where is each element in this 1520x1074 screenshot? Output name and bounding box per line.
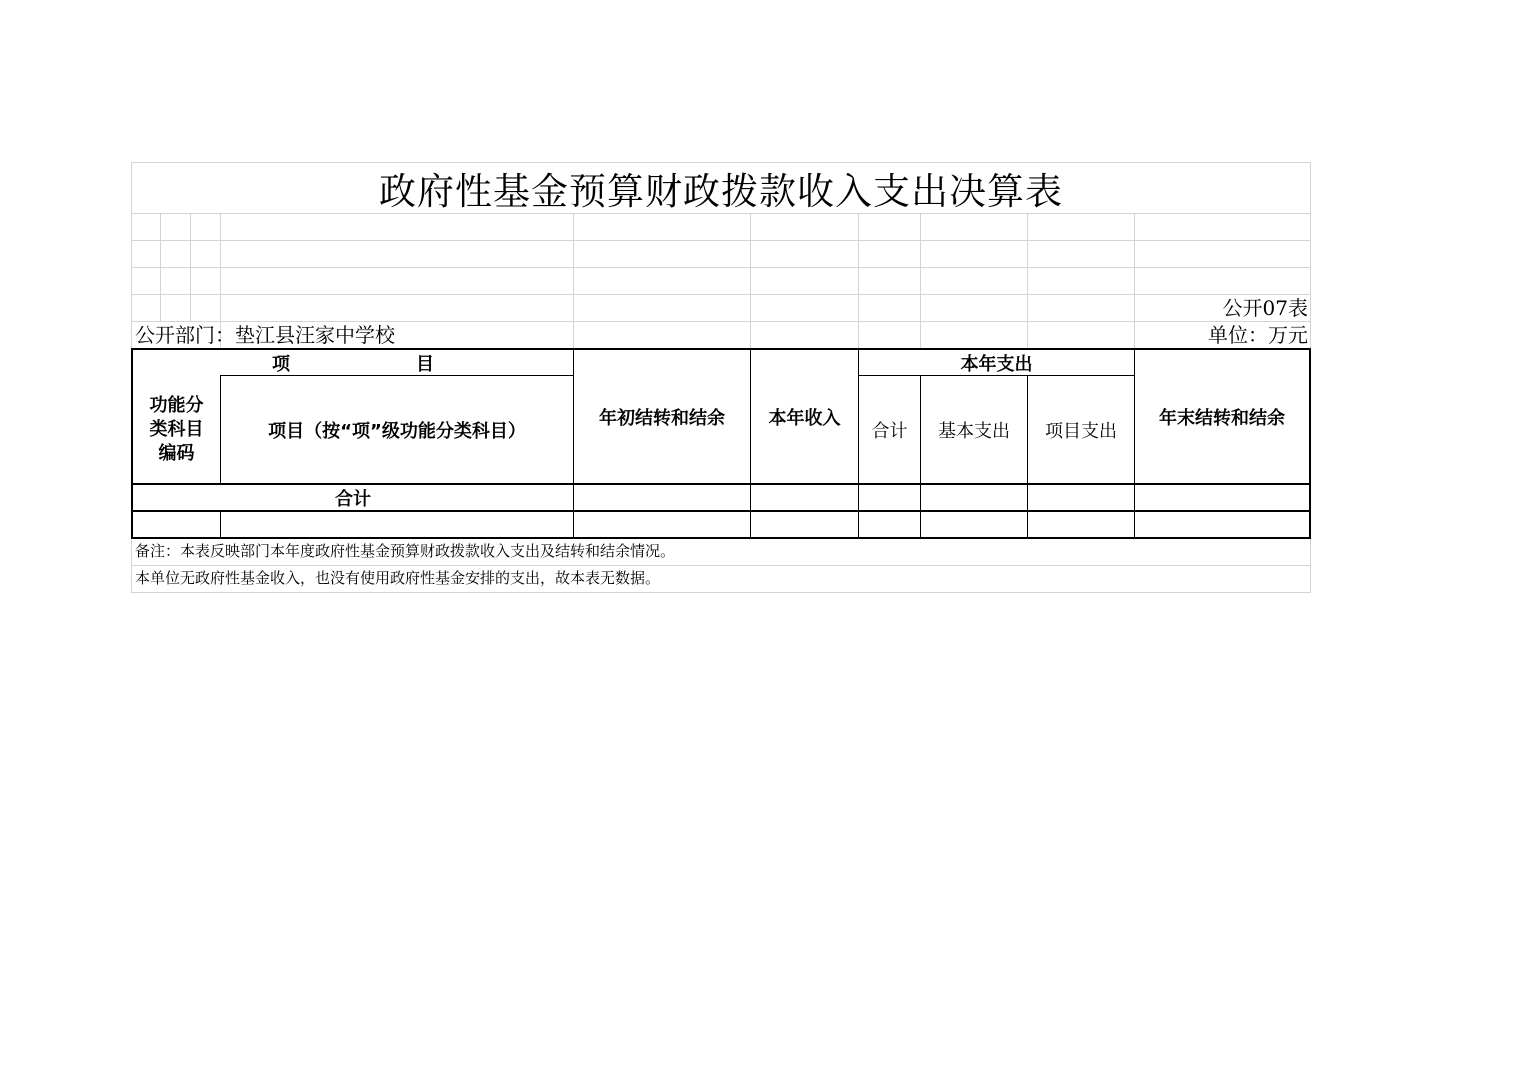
header-item-group: 项 目 [272,353,434,375]
table-border [1309,348,1311,538]
note-line-2: 本单位无政府性基金收入，也没有使用政府性基金安排的支出，故本表无数据。 [135,569,661,587]
page-title: 政府性基金预算财政拨款收入支出决算表 [379,169,1063,213]
gridline [1134,213,1135,348]
header-expense-project: 项目支出 [1045,420,1117,442]
gridline [858,213,859,348]
header-expense-total: 合计 [871,420,908,442]
header-expense-basic: 基本支出 [938,420,1010,442]
header-carryover-start: 年初结转和结余 [599,407,725,429]
gridline [131,592,1311,593]
header-income: 本年收入 [768,407,841,429]
header-expense-group: 本年支出 [960,353,1033,375]
gridline [1027,213,1028,348]
gridline [920,213,921,348]
header-item-name: 项目（按“项”级功能分类科目） [268,420,526,442]
spreadsheet-sheet [131,162,1311,593]
total-row-label: 合计 [335,488,371,510]
table-border [220,511,221,538]
department-label: 公开部门：垫江县汪家中学校 [135,323,395,347]
unit-label: 单位：万元 [1208,323,1308,347]
gridline [750,213,751,348]
gridline [190,213,191,321]
header-code: 功能分类科目编码 [149,394,204,464]
gridline [160,213,161,321]
header-carryover-end: 年末结转和结余 [1159,407,1285,429]
form-number: 公开07表 [1222,296,1308,320]
gridline [573,213,574,348]
note-line-1: 备注：本表反映部门本年度政府性基金预算财政拨款收入支出及结转和结余情况。 [135,542,676,560]
